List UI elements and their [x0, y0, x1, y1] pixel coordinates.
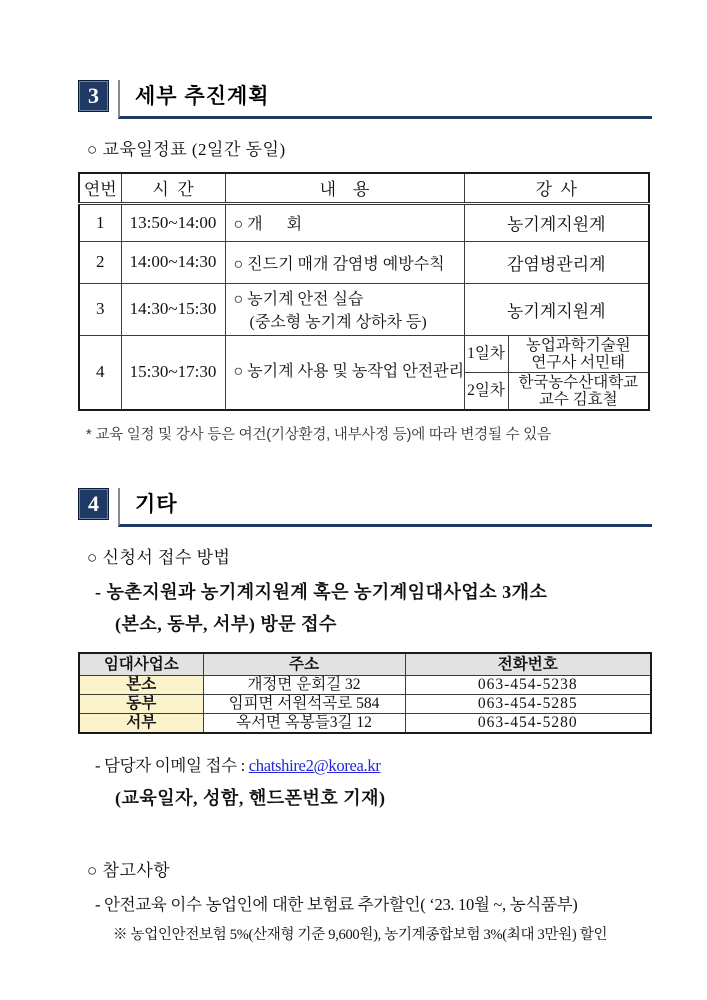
email-label: - 담당자 이메일 접수 :	[95, 756, 249, 775]
col-header-instructor: 강 사	[464, 173, 649, 203]
cell-day: 1일차	[464, 335, 508, 372]
section-4-title: 기타	[135, 492, 178, 516]
col-header-time: 시 간	[121, 173, 225, 203]
section-4-number-badge: 4	[78, 488, 109, 520]
reference-bullet: ○ 참고사항	[87, 861, 171, 880]
table-row	[79, 695, 651, 714]
apply-method-bullet: ○ 신청서 접수 방법	[87, 547, 231, 567]
email-link[interactable]: chatshire2@korea.kr	[248, 756, 381, 775]
apply-method-line1: - 농촌지원과 농기계지원계 혹은 농기계임대사업소 3개소	[95, 581, 548, 602]
schedule-bullet: ○ 교육일정표 (2일간 동일)	[87, 140, 286, 159]
email-line	[95, 752, 652, 776]
cell-time: 14:30~15:30	[121, 283, 225, 335]
cell-instructor: 농기계지원계	[464, 283, 649, 335]
cell-time: 14:00~14:30	[121, 241, 225, 283]
section-3-title: 세부 추진계획	[135, 85, 270, 108]
cell-time: 13:50~14:00	[121, 203, 225, 241]
section-4-title-block	[118, 488, 652, 527]
section-3-number-badge: 3	[78, 80, 109, 112]
schedule-table	[78, 172, 650, 411]
reference-line2: ※ 농업인안전보험 5%(산재형 기준 9,600원), 농기계종합보험 3%(최대 3만원) 할인	[113, 927, 608, 943]
cell-no: 3	[79, 283, 121, 335]
table-row	[79, 335, 649, 372]
col-header-no: 연번	[79, 173, 121, 203]
col-header-address: 주소	[203, 653, 405, 676]
cell-office: 서부	[79, 714, 203, 733]
reference-line1: - 안전교육 이수 농업인에 대한 보험료 추가할인( ‘23. 10월 ~, 농식품부)	[95, 895, 578, 914]
cell-day: 2일차	[464, 372, 508, 410]
table-row	[79, 283, 649, 335]
cell-no: 4	[79, 335, 121, 410]
schedule-footnote: * 교육 일정 및 강사 등은 여건(기상환경, 내부사정 등)에 따라 변경될 수 있음	[86, 426, 551, 443]
cell-content: ○ 진드기 매개 감염병 예방수칙	[225, 241, 464, 283]
cell-phone: 063-454-5238	[405, 676, 651, 695]
cell-phone: 063-454-5285	[405, 695, 651, 714]
cell-content: ○ 개 회	[225, 203, 464, 241]
cell-instructor: 감염병관리계	[464, 241, 649, 283]
schedule-header-row	[79, 173, 649, 203]
section-3-title-block	[118, 80, 652, 119]
cell-address: 옥서면 옥봉들3길 12	[203, 714, 405, 733]
section-3-header	[78, 80, 652, 119]
table-row	[79, 203, 649, 241]
cell-instructor: 한국농수산대학교 교수 김효철	[508, 372, 649, 410]
table-row	[79, 241, 649, 283]
cell-office: 동부	[79, 695, 203, 714]
cell-office: 본소	[79, 676, 203, 695]
table-row	[79, 676, 651, 695]
cell-no: 2	[79, 241, 121, 283]
cell-instructor: 농기계지원계	[464, 203, 649, 241]
cell-content: ○ 농기계 사용 및 농작업 안전관리	[225, 335, 464, 410]
cell-instructor: 농업과학기술원 연구사 서민태	[508, 335, 649, 372]
cell-no: 1	[79, 203, 121, 241]
cell-phone: 063-454-5280	[405, 714, 651, 733]
rental-office-table	[78, 652, 652, 734]
cell-content: ○ 농기계 안전 실습 (중소형 농기계 상하차 등)	[225, 283, 464, 335]
col-header-content: 내 용	[225, 173, 464, 203]
email-note: (교육일자, 성함, 핸드폰번호 기재)	[115, 788, 386, 808]
col-header-phone: 전화번호	[405, 653, 651, 676]
cell-address: 개정면 운회길 32	[203, 676, 405, 695]
cell-time: 15:30~17:30	[121, 335, 225, 410]
section-4-header	[78, 488, 652, 527]
apply-method-line2: (본소, 동부, 서부) 방문 접수	[115, 613, 337, 634]
table-row	[79, 714, 651, 733]
cell-address: 임피면 서원석곡로 584	[203, 695, 405, 714]
col-header-office: 임대사업소	[79, 653, 203, 676]
rental-header-row	[79, 653, 651, 676]
